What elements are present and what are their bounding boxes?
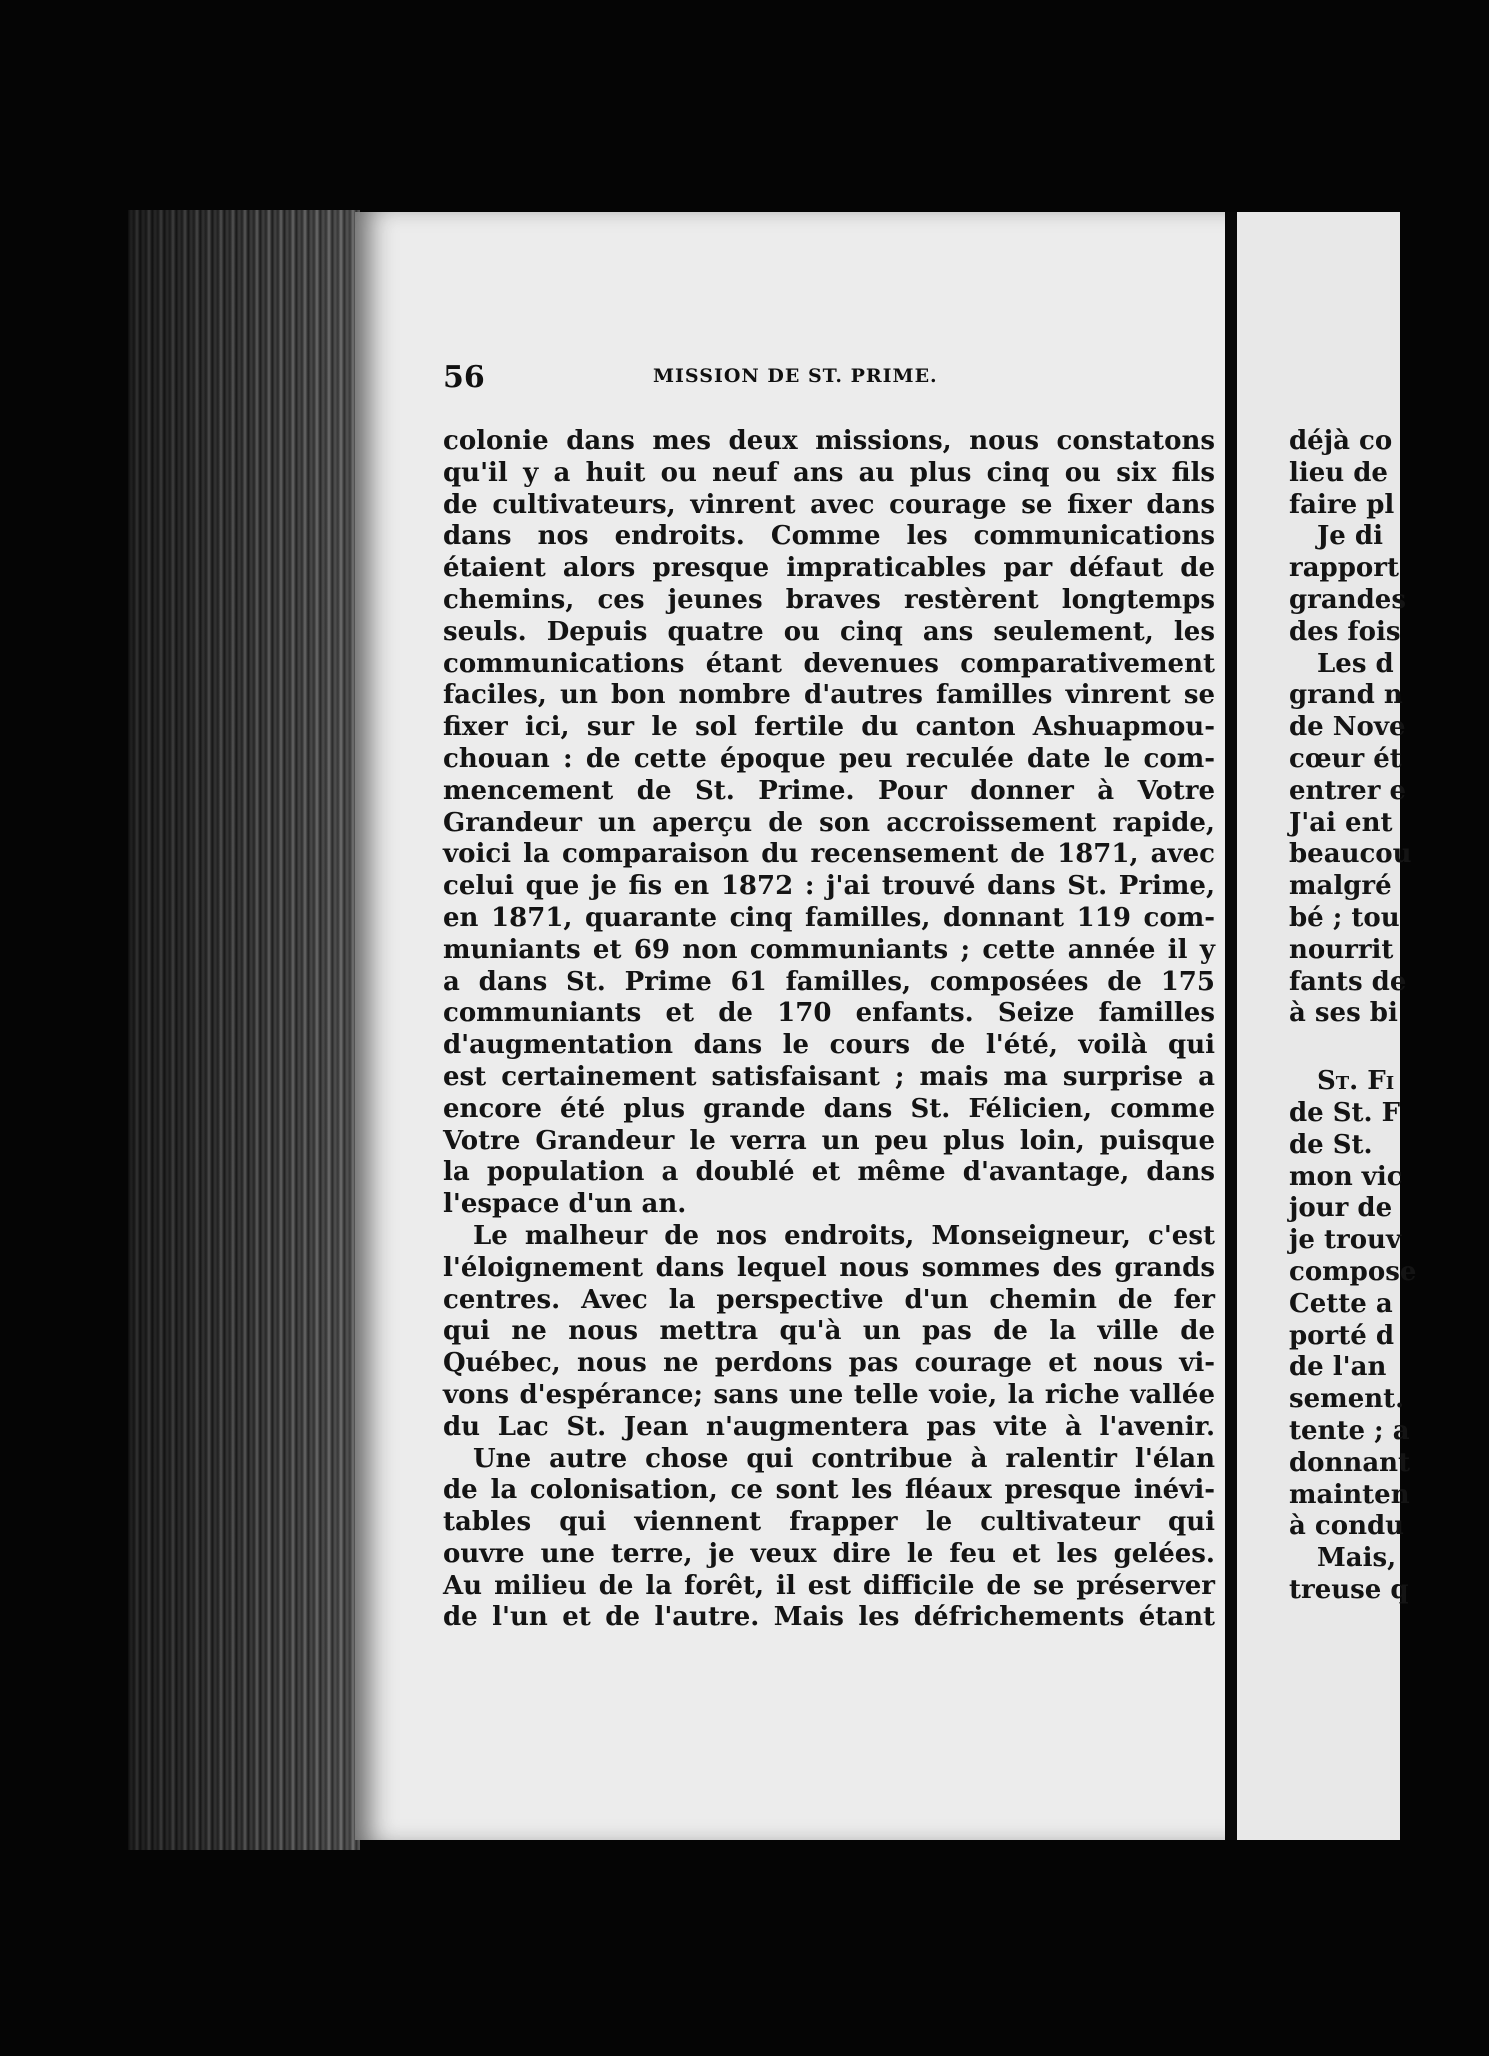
text-line: centres. Avec la perspective d'un chemin de fer (443, 1284, 1215, 1315)
text-line: des fois (1289, 616, 1401, 647)
text-line: du Lac St. Jean n'augmentera pas vite à l'avenir. (443, 1411, 1215, 1442)
text-line: l'éloignement dans lequel nous sommes des grands (443, 1252, 1215, 1283)
text-line: étaient alors presque impraticables par défaut de (443, 553, 1215, 584)
text-line: tables qui viennent frapper le cultivateur qui (443, 1507, 1215, 1538)
text-line: en 1871, quarante cinq familles, donnant 119 com- (443, 902, 1215, 933)
text-line: communiants et de 170 enfants. Seize familles (443, 998, 1215, 1029)
text-line: de l'un et de l'autre. Mais les défrichements étant (443, 1602, 1215, 1633)
text-line: nourrit (1289, 934, 1394, 965)
text-line: compose (1289, 1256, 1417, 1287)
page-number: 56 (443, 360, 485, 395)
text-line: celui que je fis en 1872 : j'ai trouvé dans St. Prime, (443, 871, 1215, 902)
text-line: je trouv (1289, 1225, 1402, 1256)
text-line: entrer e (1289, 775, 1406, 806)
text-line: Le malheur de nos endroits, Monseigneur, c'est (473, 1220, 1215, 1251)
text-line: Mais, (1317, 1543, 1397, 1574)
text-line: seuls. Depuis quatre ou cinq ans seulement, les (443, 616, 1215, 647)
text-line: de Nove (1289, 712, 1406, 743)
text-line: de cultivateurs, vinrent avec courage se fixer dans (443, 489, 1215, 520)
text-line: encore été plus grande dans St. Félicien, comme (443, 1093, 1215, 1124)
text-line: Je di (1317, 521, 1383, 552)
edge-shadow (128, 210, 360, 1850)
text-line: l'espace d'un an. (443, 1189, 687, 1220)
text-line: mainten (1289, 1479, 1410, 1510)
text-line: chouan : de cette époque peu reculée date le com- (443, 743, 1215, 774)
running-header-title: MISSION DE ST. PRIME. (653, 365, 938, 387)
text-line: de l'an (1289, 1352, 1387, 1383)
text-line: Grandeur un aperçu de son accroissement rapide, (443, 807, 1215, 838)
right-page-text (1289, 426, 1489, 1607)
text-line: a dans St. Prime 61 familles, composées de 175 (443, 966, 1215, 997)
text-line: fixer ici, sur le sol fertile du canton Ashuapmou- (443, 712, 1215, 743)
running-head (443, 360, 1213, 395)
left-page (355, 212, 1225, 1840)
text-line: Les d (1317, 648, 1394, 679)
text-line: fants de (1289, 966, 1407, 997)
right-page-partial (1237, 212, 1417, 1840)
text-line: est certainement satisfaisant ; mais ma surprise a (443, 1061, 1215, 1092)
text-line: Votre Grandeur le verra un peu plus loin, puisque (443, 1125, 1215, 1156)
text-line: dans nos endroits. Comme les communications (443, 521, 1215, 552)
text-line: malgré (1289, 871, 1392, 902)
text-line: tente ; a (1289, 1415, 1410, 1446)
text-line: jour de (1289, 1193, 1393, 1224)
text-line: grandes (1289, 584, 1406, 615)
text-line: porté d (1289, 1320, 1395, 1351)
text-line: rapport (1289, 553, 1399, 584)
text-line: de St. F (1289, 1097, 1401, 1128)
text-line: colonie dans mes deux missions, nous constatons (443, 426, 1215, 456)
text-line: mon vic (1289, 1161, 1403, 1192)
text-line: Québec, nous ne perdons pas courage et nous vi- (443, 1348, 1215, 1379)
text-line: d'augmentation dans le cours de l'été, voilà qui (443, 1030, 1215, 1061)
text-line: cœur ét (1289, 743, 1402, 774)
text-line: de St. (1289, 1129, 1373, 1160)
text-line: sement. (1289, 1384, 1405, 1415)
text-line: lieu de (1289, 457, 1388, 488)
text-line: voici la comparaison du recensement de 1871, avec (443, 839, 1215, 870)
section-heading-line: St. Fi (1317, 1066, 1395, 1097)
page-gutter (1225, 212, 1237, 1840)
text-line: mencement de St. Prime. Pour donner à Votre (443, 775, 1215, 806)
text-line: faire pl (1289, 489, 1395, 520)
text-line: à ses bi (1289, 998, 1398, 1029)
text-line: treuse q (1289, 1574, 1409, 1605)
text-line: la population a doublé et même d'avantage, dans (443, 1157, 1215, 1188)
text-line: de la colonisation, ce sont les fléaux presque inévi- (443, 1475, 1215, 1506)
text-line: Une autre chose qui contribue à ralentir l'élan (473, 1443, 1215, 1474)
text-line: Cette a (1289, 1288, 1393, 1319)
book-page-edges (128, 210, 360, 1850)
text-line: qu'il y a huit ou neuf ans au plus cinq ou six fils (443, 457, 1215, 488)
text-line: communications étant devenues comparativement (443, 648, 1215, 679)
text-line: grand n (1289, 680, 1403, 711)
text-line: ouvre une terre, je veux dire le feu et les gelées. (443, 1538, 1215, 1569)
text-line: bé ; tou (1289, 902, 1400, 933)
text-line: muniants et 69 non communiants ; cette année il y (443, 934, 1215, 965)
text-line: vons d'espérance; sans une telle voie, la riche vallée (443, 1379, 1215, 1410)
body-text (443, 426, 1215, 1634)
text-line: beaucou (1289, 839, 1412, 870)
text-line: donnant (1289, 1447, 1411, 1478)
text-line: faciles, un bon nombre d'autres familles vinrent se (443, 680, 1215, 711)
text-line: J'ai ent (1289, 807, 1393, 838)
text-line: qui ne nous mettra qu'à un pas de la ville de (443, 1316, 1215, 1347)
text-line: déjà co (1289, 426, 1393, 456)
text-line: chemins, ces jeunes braves restèrent longtemps (443, 584, 1215, 615)
text-line: à condu (1289, 1511, 1405, 1542)
text-line: Au milieu de la forêt, il est difficile de se préserver (443, 1570, 1215, 1601)
